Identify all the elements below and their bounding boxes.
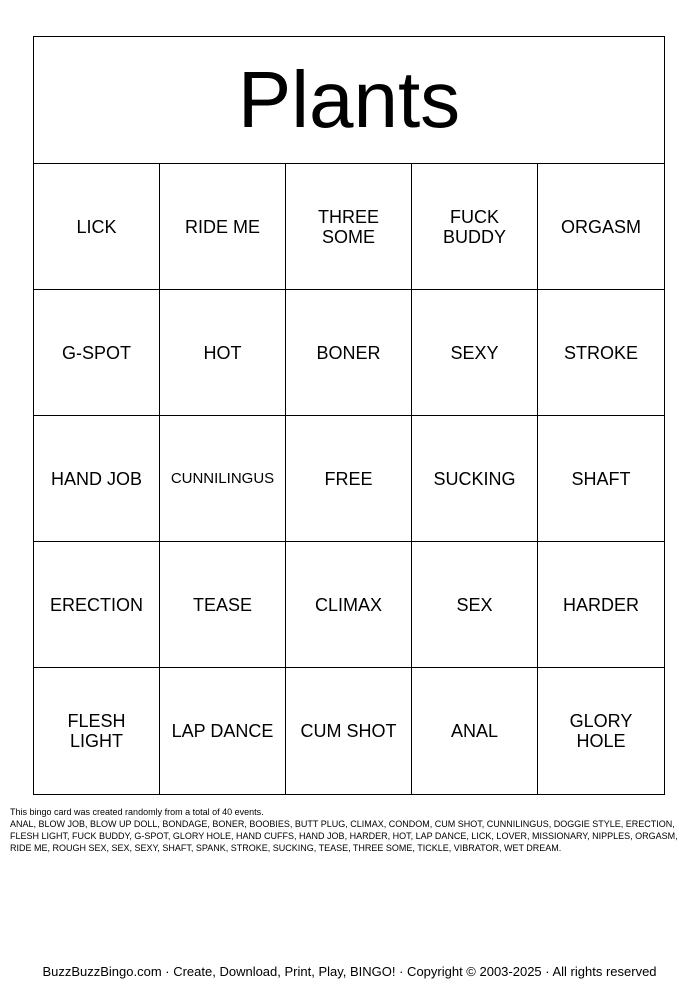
bingo-cell: BONER bbox=[286, 290, 412, 416]
bingo-cell: HOT bbox=[160, 290, 286, 416]
bingo-cell: ORGASM bbox=[538, 164, 664, 290]
site-footer: BuzzBuzzBingo.com · Create, Download, Print, Play, BINGO! · Copyright © 2003-2025 · All rights reserved bbox=[42, 964, 657, 979]
bingo-cell: ANAL bbox=[412, 668, 538, 794]
bingo-cell: SEXY bbox=[412, 290, 538, 416]
bingo-cell: TEASE bbox=[160, 542, 286, 668]
card-title: Plants bbox=[34, 37, 664, 164]
bingo-cell: SEX bbox=[412, 542, 538, 668]
bingo-card bbox=[33, 36, 665, 795]
bingo-cell: CLIMAX bbox=[286, 542, 412, 668]
bingo-cell: ERECTION bbox=[34, 542, 160, 668]
bingo-cell: RIDE ME bbox=[160, 164, 286, 290]
bingo-cell: HARDER bbox=[538, 542, 664, 668]
card-info-summary: This bingo card was created randomly from a total of 40 events. bbox=[10, 807, 264, 817]
bingo-cell: CUNNILINGUS bbox=[160, 416, 286, 542]
bingo-cell: CUM SHOT bbox=[286, 668, 412, 794]
bingo-cell: GLORY HOLE bbox=[569, 711, 633, 751]
bingo-cell: FREE bbox=[286, 416, 412, 542]
bingo-grid bbox=[34, 164, 664, 794]
bingo-cell: FLESH LIGHT bbox=[34, 668, 160, 794]
bingo-cell: LICK bbox=[34, 164, 160, 290]
card-info bbox=[10, 806, 695, 854]
bingo-cell: STROKE bbox=[538, 290, 664, 416]
bingo-cell: LAP DANCE bbox=[160, 668, 286, 794]
bingo-cell: THREE SOME bbox=[286, 164, 412, 290]
bingo-cell: SUCKING bbox=[412, 416, 538, 542]
card-info-events: ANAL, BLOW JOB, BLOW UP DOLL, BONDAGE, BONER, BOOBIES, BUTT PLUG, CLIMAX, CONDOM, CUM SHOT, CUNNILINGUS, DOGGIE STYLE, ERECTION, FLESH LIGHT, FUCK BUDDY, G-SPOT, GLORY HOLE, HAND CUFFS, HAND JOB, HARDER, HOT, LAP DANCE, LICK, LOVER, MISSIONARY, NIPPLES, ORGASM, RIDE ME, ROUGH SEX, SEX, SEXY, SHAFT, SPANK, STROKE, SUCKING, TEASE, THREE SOME, TICKLE, VIBRATOR, WET DREAM. bbox=[10, 819, 678, 853]
bingo-cell: G-SPOT bbox=[34, 290, 160, 416]
bingo-cell: SHAFT bbox=[538, 416, 664, 542]
bingo-cell: HAND JOB bbox=[34, 416, 160, 542]
bingo-cell: FUCK BUDDY bbox=[412, 164, 538, 290]
